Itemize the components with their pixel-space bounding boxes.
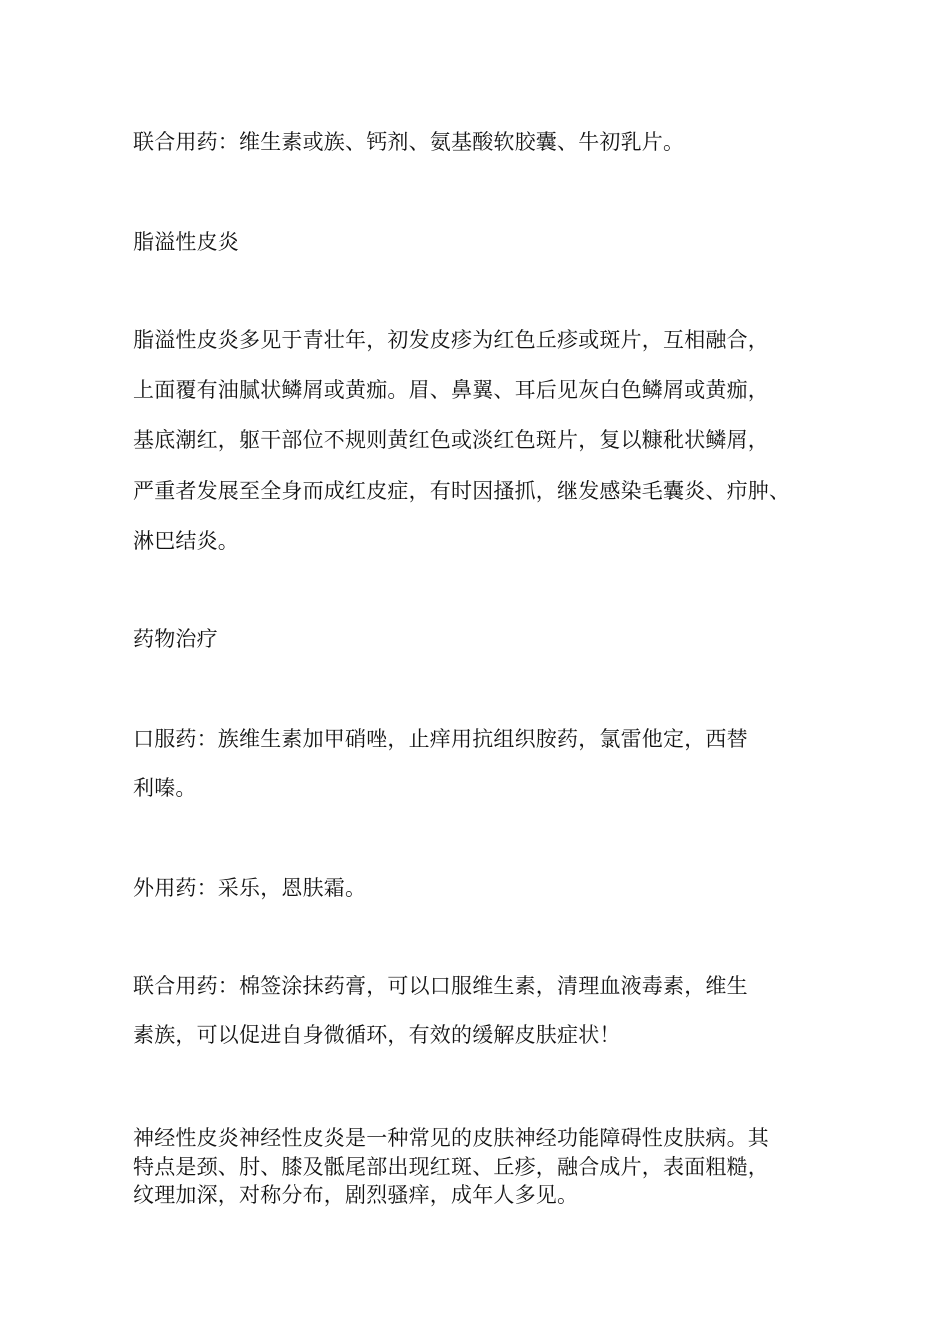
seborrheic-description-line-1: 脂溢性皮炎多见于青壮年，初发皮疹为红色丘疹或斑片，互相融合， [133, 328, 769, 352]
neurodermatitis-line-2: 特点是颈、肘、膝及骶尾部出现红斑、丘疹，融合成片，表面粗糙， [133, 1155, 769, 1179]
seborrheic-description-line-4: 严重者发展至全身而成红皮症，有时因搔抓，继发感染毛囊炎、疖肿、 [133, 479, 791, 503]
oral-drug-line-2: 利嗪。 [133, 776, 197, 800]
combo-drug-paragraph-2-line-1: 联合用药：棉签涂抹药膏，可以口服维生素，清理血液毒素，维生 [133, 974, 748, 998]
seborrheic-description-line-3: 基底潮红，躯干部位不规则黄红色或淡红色斑片，复以糠秕状鳞屑， [133, 428, 769, 452]
section-heading-drug-treatment: 药物治疗 [133, 627, 218, 651]
neurodermatitis-line-3: 纹理加深，对称分布，剧烈骚痒，成年人多见。 [133, 1183, 579, 1207]
seborrheic-description-line-2: 上面覆有油腻状鳞屑或黄痂。眉、鼻翼、耳后见灰白色鳞屑或黄痂， [133, 378, 769, 402]
seborrheic-description-line-5: 淋巴结炎。 [133, 529, 239, 553]
oral-drug-line-1: 口服药：族维生素加甲硝唑，止痒用抗组织胺药，氯雷他定，西替 [133, 727, 748, 751]
combo-drug-paragraph-2-line-2: 素族，可以促进自身微循环，有效的缓解皮肤症状！ [133, 1023, 621, 1047]
topical-drug-paragraph: 外用药：采乐，恩肤霜。 [133, 876, 367, 900]
section-heading-seborrheic-dermatitis: 脂溢性皮炎 [133, 230, 239, 254]
combo-drug-paragraph-1: 联合用药：维生素或族、钙剂、氨基酸软胶囊、牛初乳片。 [133, 130, 685, 154]
neurodermatitis-line-1: 神经性皮炎神经性皮炎是一种常见的皮肤神经功能障碍性皮肤病。其 [133, 1126, 769, 1150]
